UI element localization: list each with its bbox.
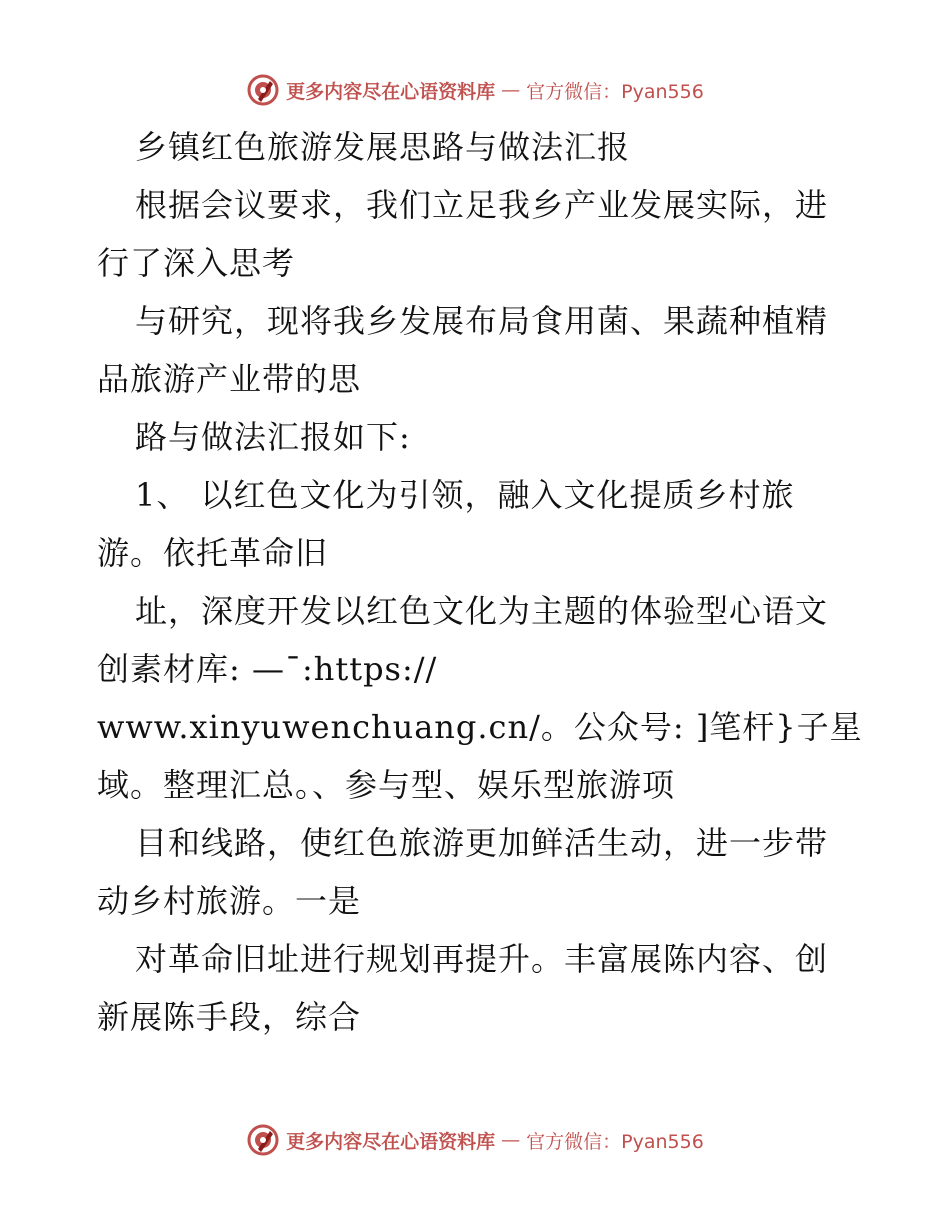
paragraph-line: 创素材库: —¯:https:// <box>97 650 438 688</box>
watermark-separator: — <box>501 1129 521 1151</box>
watermark-wechat: 官方微信：Pyan556 <box>526 80 704 103</box>
paragraph-line: 新展陈手段，综合 <box>97 998 362 1036</box>
paragraph-line: 址，深度开发以红色文化为主题的体验型心语文 <box>135 592 829 630</box>
watermark-wechat: 官方微信：Pyan556 <box>526 1130 704 1153</box>
paragraph-line: www.xinyuwenchuang.cn/。公众号: ]笔杆}子星 <box>97 708 863 746</box>
paragraph-line: 行了深入思考 <box>97 244 296 282</box>
paragraph-line: 域。整理汇总。、参与型、娱乐型旅游项 <box>97 766 676 804</box>
header-watermark <box>0 70 950 110</box>
paragraph-line: 路与做法汇报如下: <box>135 418 411 456</box>
watermark-text: 更多内容尽在心语资料库 <box>286 80 496 103</box>
paragraph-line: 目和线路，使红色旅游更加鲜活生动，进一步带 <box>135 824 829 862</box>
paragraph-line: 动乡村旅游。一是 <box>97 882 362 920</box>
paragraph-line: 与研究，现将我乡发展布局食用菌、果蔬种植精 <box>135 302 829 340</box>
pen-nib-logo-icon <box>246 73 280 107</box>
paragraph-line: 根据会议要求，我们立足我乡产业发展实际，进 <box>135 186 829 224</box>
paragraph-line: 游。依托革命旧 <box>97 534 329 572</box>
watermark-text: 更多内容尽在心语资料库 <box>286 1130 496 1153</box>
footer-watermark <box>0 1120 950 1160</box>
paragraph-line: 品旅游产业带的思 <box>97 360 362 398</box>
watermark-separator: — <box>501 79 521 101</box>
document-body <box>97 118 863 1046</box>
paragraph-line: 对革命旧址进行规划再提升。丰富展陈内容、创 <box>135 940 829 978</box>
pen-nib-logo-icon <box>246 1123 280 1157</box>
paragraph-line: 1、 以红色文化为引领，融入文化提质乡村旅 <box>135 476 795 514</box>
document-title: 乡镇红色旅游发展思路与做法汇报 <box>135 128 631 166</box>
